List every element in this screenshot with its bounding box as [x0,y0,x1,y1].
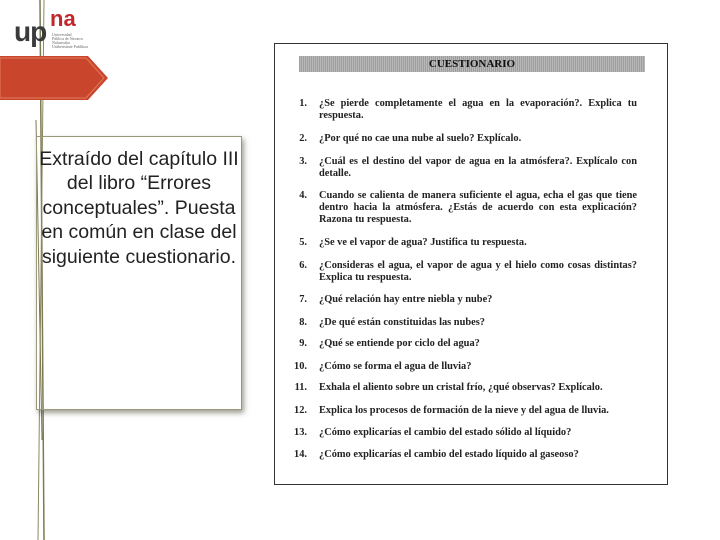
question-number: 8. [299,317,307,328]
question-text: ¿Cómo explicarías el cambio del estado sólido al líquido? [319,427,572,438]
logo-line-2: Pública de Navarra [52,36,83,41]
question-number: 6. [299,260,307,271]
question-text: ¿Cuál es el destino del vapor de agua en la atmósfera?. Explícalo con detalle. [319,156,637,179]
question-text: Exhala el aliento sobre un cristal frío, ¿qué observas? Explícalo. [319,382,603,393]
question-number: 7. [299,294,307,305]
red-arrow-shape [0,56,108,100]
question-text: ¿Por qué no cae una nube al suelo? Explícalo. [319,133,522,144]
question-number: 3. [299,156,307,167]
questionnaire-document [274,43,668,485]
question-number: 14. [294,449,307,460]
question-number: 12. [294,405,307,416]
question-text: Cuando se calienta de manera suficiente el agua, echa el gas que tiene dentro hacia la atmósfera. ¿Estás de acuerdo con esta explicación? Razona tu respuesta. [319,190,637,225]
question-number: 5. [299,237,307,248]
question-text: ¿Cómo explicarías el cambio del estado líquido al gaseoso? [319,449,579,460]
question-text: ¿Se pierde completamente el agua en la evaporación?. Explica tu respuesta. [319,98,637,121]
logo-line-4: Unibertsitate Publikoa [52,44,88,49]
question-number: 9. [299,338,307,349]
upna-logo [14,6,104,49]
intro-text: Extraído del capítulo III del libro “Errores conceptuales”. Puesta en común en clase del siguiente cuestionario. [39,148,239,268]
question-number: 10. [294,361,307,372]
logo-text-na: na [50,6,76,31]
intro-text-box [36,136,242,410]
logo-line-1: Universidad [52,32,72,37]
logo-line-3: Nafarroako [52,40,71,45]
question-number: 4. [299,190,307,201]
question-number: 13. [294,427,307,438]
question-number: 1. [299,98,307,109]
question-text: ¿Se ve el vapor de agua? Justifica tu respuesta. [319,237,527,248]
question-number: 11. [294,382,307,393]
question-text: ¿Cómo se forma el agua de lluvia? [319,361,472,372]
question-text: ¿De qué están constituidas las nubes? [319,317,485,328]
question-text: ¿Qué se entiende por ciclo del agua? [319,338,480,349]
question-number: 2. [299,133,307,144]
question-text: ¿Consideras el agua, el vapor de agua y el hielo como cosas distintas? Explica tu respuesta. [319,260,637,283]
logo-text-up: up [14,16,47,47]
question-text: ¿Qué relación hay entre niebla y nube? [319,294,493,305]
question-text: Explica los procesos de formación de la nieve y del agua de lluvia. [319,405,609,416]
questionnaire-title: CUESTIONARIO [299,56,645,72]
